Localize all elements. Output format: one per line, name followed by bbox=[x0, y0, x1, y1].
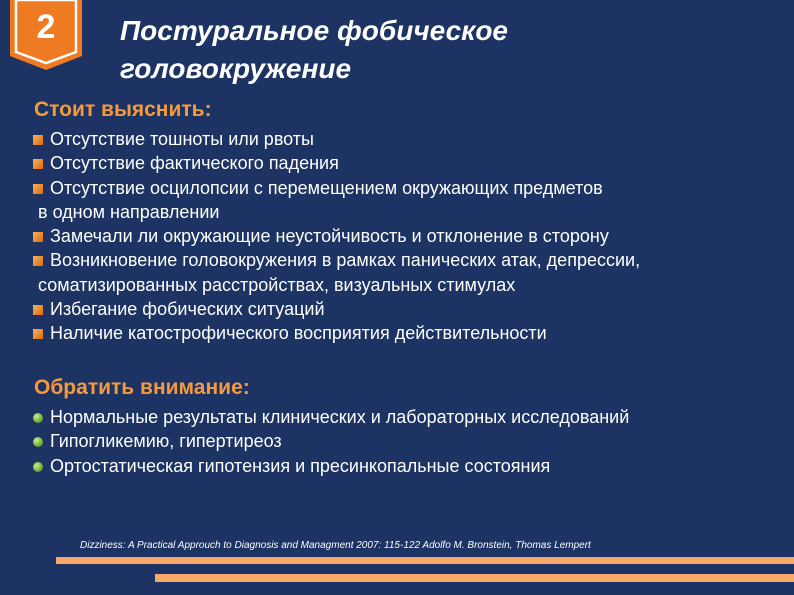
slide-title-line-1: Постуральное фобическое bbox=[120, 15, 509, 46]
green-dot-bullet-icon bbox=[33, 462, 43, 472]
list-item bbox=[30, 297, 790, 321]
slide-title bbox=[120, 12, 740, 88]
orange-square-bullet-icon bbox=[33, 256, 43, 266]
list-item-text: Гипогликемию, гипертиреоз bbox=[50, 431, 282, 452]
decorative-bar-top bbox=[56, 557, 794, 564]
orange-square-bullet-icon bbox=[33, 135, 43, 145]
orange-square-bullet-icon bbox=[33, 184, 43, 194]
pay-attention-list bbox=[30, 405, 790, 478]
orange-square-bullet-icon bbox=[33, 329, 43, 339]
decorative-bar-bottom bbox=[155, 574, 794, 582]
list-item bbox=[30, 429, 790, 453]
list-item-text: Возникновение головокружения в рамках панических атак, депрессии, bbox=[50, 250, 641, 271]
list-item-text: Отсутствие осцилопсии с перемещением окружающих предметов bbox=[50, 177, 603, 198]
list-item-text: Избегание фобических ситуаций bbox=[50, 299, 325, 320]
list-item bbox=[30, 151, 790, 175]
green-dot-bullet-icon bbox=[33, 413, 43, 423]
list-item bbox=[30, 127, 790, 151]
list-item-text: Отсутствие фактического падения bbox=[50, 153, 339, 174]
list-item bbox=[30, 176, 790, 225]
list-item bbox=[30, 321, 790, 345]
list-item bbox=[30, 248, 790, 297]
orange-square-bullet-icon bbox=[33, 305, 43, 315]
orange-square-bullet-icon bbox=[33, 232, 43, 242]
list-item-continuation: в одном направлении bbox=[38, 201, 220, 222]
find-out-list bbox=[30, 127, 790, 346]
list-item-text: Наличие катострофического восприятия действительности bbox=[50, 323, 547, 344]
list-item bbox=[30, 405, 790, 429]
list-item bbox=[30, 454, 790, 478]
green-dot-bullet-icon bbox=[33, 437, 43, 447]
section-heading-pay-attention: Обратить внимание: bbox=[34, 376, 250, 399]
section-heading-find-out: Стоит выяснить: bbox=[34, 98, 212, 121]
list-item-text: Нормальные результаты клинических и лабораторных исследований bbox=[50, 407, 630, 427]
orange-square-bullet-icon bbox=[33, 159, 43, 169]
list-item bbox=[30, 224, 790, 248]
list-item-continuation: соматизированных расстройствах, визуальных стимулах bbox=[38, 274, 516, 295]
list-item-text: Отсутствие тошноты или рвоты bbox=[50, 129, 314, 149]
slide-title-line-2: головокружение bbox=[120, 53, 352, 84]
reference-citation: Dizziness: A Practical Approuch to Diagnosis and Managment 2007: 115-122 Adolfo M. Bronstein, Thomas Lempert bbox=[80, 540, 591, 551]
slide-number-badge bbox=[10, 0, 82, 70]
list-item-text: Замечали ли окружающие неустойчивость и отклонение в сторону bbox=[50, 226, 609, 247]
slide-number: 2 bbox=[36, 8, 56, 46]
list-item-text: Ортостатическая гипотензия и пресинкопальные состояния bbox=[50, 455, 551, 476]
